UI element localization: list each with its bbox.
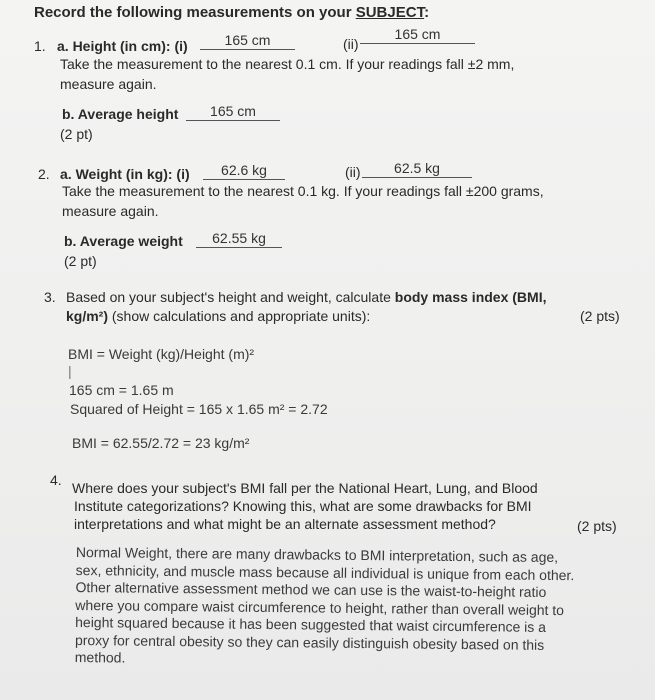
title-subject: SUBJECT bbox=[355, 4, 425, 21]
title-prefix: Record the following measurements on your bbox=[34, 4, 356, 21]
q4-question-line2: Institute categorizations? Knowing this, what are some drawbacks for BMI bbox=[74, 498, 532, 514]
q1-number: 1. bbox=[34, 38, 46, 54]
q2-average-weight-field[interactable]: 62.55 kg bbox=[196, 230, 282, 248]
q3-line1 bbox=[66, 289, 546, 305]
q3-calc-line3: BMI = 62.55/2.72 = 23 kg/m² bbox=[72, 435, 250, 451]
q4-question-line3: interpretations and what might be an alternate assessment method? bbox=[74, 516, 496, 532]
q2-a-label: a. Weight (in kg): (i) bbox=[60, 166, 190, 182]
q4-answer-line: Normal Weight, there are many drawbacks to BMI interpretation, such as age, bbox=[75, 544, 559, 566]
q3-calc-line2: Squared of Height = 165 x 1.65 m² = 2.72 bbox=[70, 401, 328, 417]
q2-weight-i-field[interactable]: 62.6 kg bbox=[203, 162, 285, 180]
q4-question-line1: Where does your subject's BMI fall per the National Heart, Lung, and Blood bbox=[72, 480, 538, 496]
q3-line2-rest: (show calculations and appropriate units): bbox=[108, 308, 371, 324]
q3-line2-bold: kg/m²) bbox=[66, 308, 108, 324]
q3-line2 bbox=[66, 308, 370, 324]
q1-height-i-field[interactable]: 165 cm bbox=[200, 32, 295, 50]
q1-instruction-line1: Take the measurement to the nearest 0.1 cm. If your readings fall ±2 mm, bbox=[60, 56, 515, 72]
q1-height-ii-field[interactable]: 165 cm bbox=[360, 26, 475, 44]
q3-line1-bold: body mass index (BMI, bbox=[394, 289, 547, 305]
q2-b-points: (2 pt) bbox=[64, 253, 97, 269]
q4-points: (2 pts) bbox=[577, 518, 617, 534]
title-colon: : bbox=[424, 4, 430, 21]
q2-b-label: b. Average weight bbox=[64, 233, 183, 249]
q3-line1-prefix: Based on your subject's height and weight, calculate bbox=[66, 289, 395, 305]
q4-answer-line: method. bbox=[74, 648, 126, 666]
q4-answer-line: proxy for central obesity so they can easily distinguish obesity based on this bbox=[74, 631, 545, 653]
text-cursor: | bbox=[68, 363, 72, 379]
q1-average-height-field[interactable]: 165 cm bbox=[186, 103, 280, 121]
q3-formula: BMI = Weight (kg)/Height (m)² bbox=[68, 346, 255, 362]
q4-answer-line: Other alternative assessment method we can use is the waist-to-height ratio bbox=[75, 578, 547, 600]
q3-number: 3. bbox=[44, 289, 56, 305]
q4-number: 4. bbox=[50, 472, 62, 488]
q3-points: (2 pts) bbox=[580, 308, 620, 324]
q4-answer-line: height squared because it has been suggested that waist circumference is a bbox=[75, 613, 547, 635]
q2-number: 2. bbox=[38, 166, 50, 182]
q1-b-points: (2 pt) bbox=[60, 126, 93, 142]
q4-answer-line: where you compare waist circumference to height, rather than overall weight to bbox=[75, 596, 565, 618]
q4-answer bbox=[75, 544, 575, 672]
q1-a-ii-label: (ii) bbox=[343, 36, 359, 52]
page-title bbox=[34, 4, 429, 21]
q1-instruction-line2: measure again. bbox=[60, 76, 157, 92]
q3-calc-line1: 165 cm = 1.65 m bbox=[69, 382, 174, 398]
q1-b-label: b. Average height bbox=[62, 106, 179, 122]
q2-instruction-line2: measure again. bbox=[62, 203, 159, 219]
q4-answer-line: sex, ethnicity, and muscle mass because all individual is unique from each other. bbox=[75, 561, 575, 583]
q2-weight-ii-field[interactable]: 62.5 kg bbox=[362, 160, 472, 178]
q2-a-ii-label: (ii) bbox=[345, 164, 361, 180]
q2-instruction-line1: Take the measurement to the nearest 0.1 kg. If your readings fall ±200 grams, bbox=[62, 183, 544, 199]
q1-a-label: a. Height (in cm): (i) bbox=[57, 38, 188, 54]
